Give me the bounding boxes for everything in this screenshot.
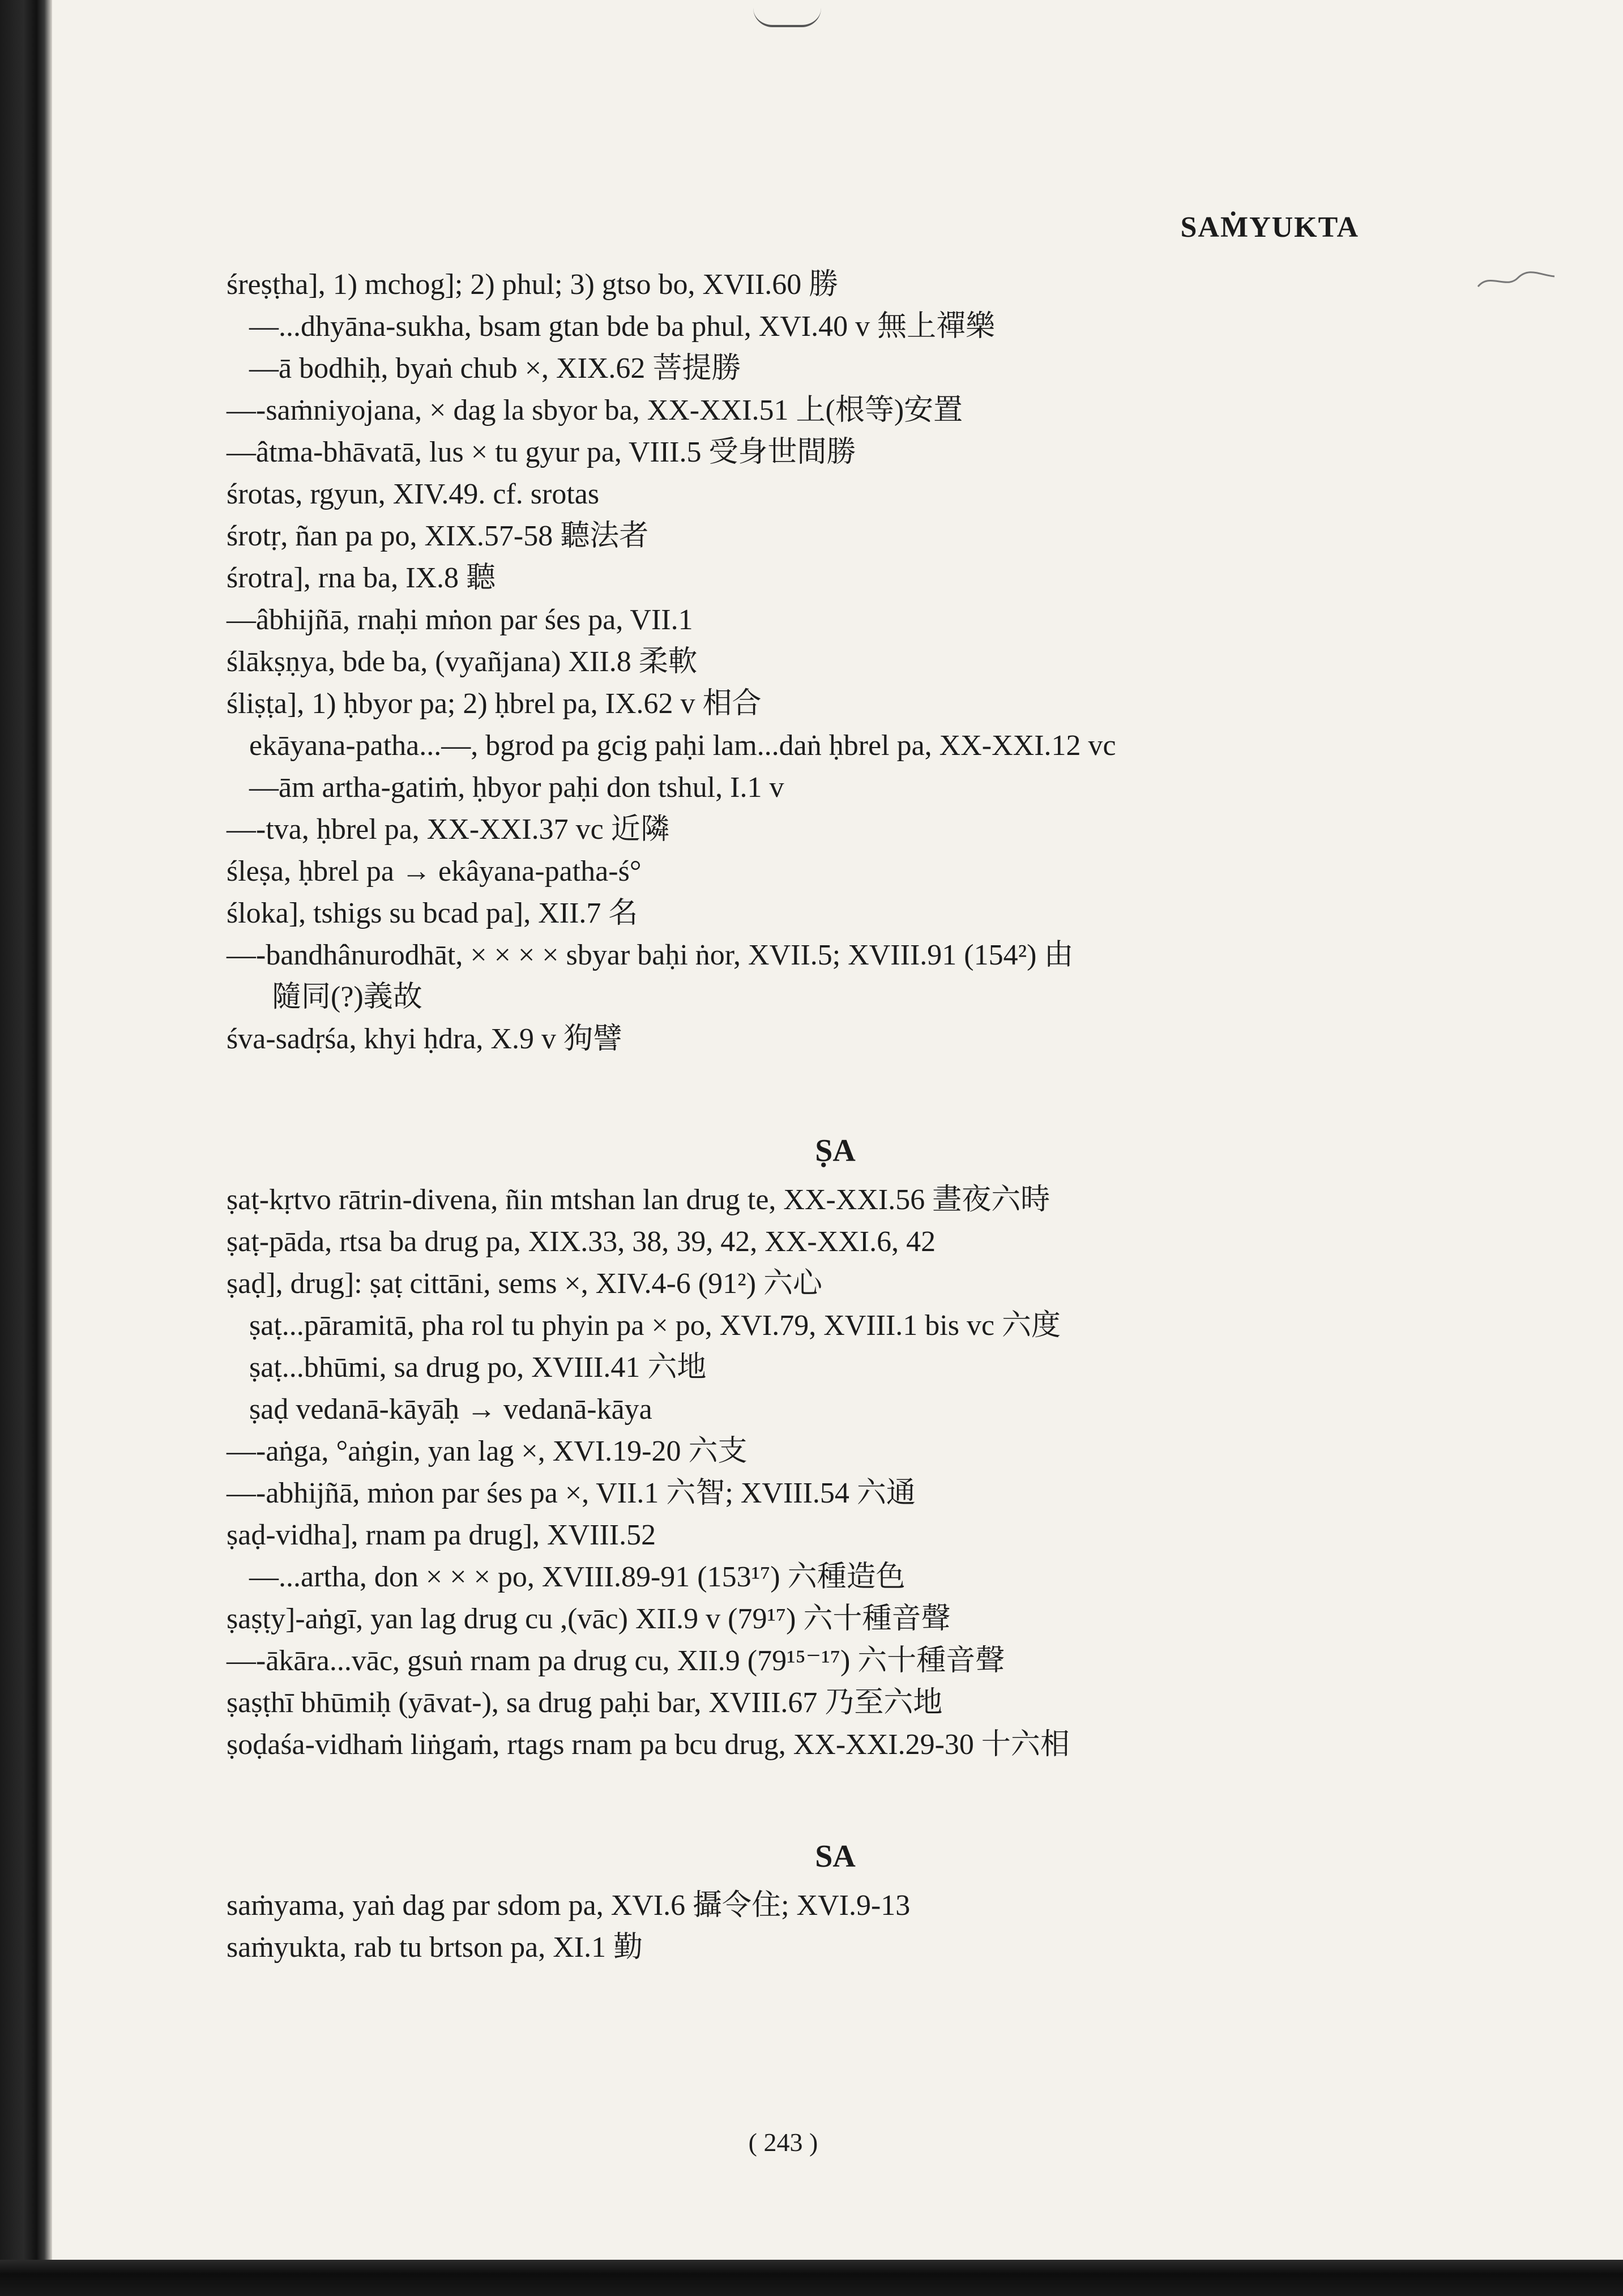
entry-line: —ām artha-gatiṁ, ḥbyor paḥi don tshul, I.1 v — [249, 771, 784, 804]
entry-line: —âbhijñā, rnaḥi mṅon par śes pa, VII.1 — [227, 604, 693, 636]
entry-line: —âtma-bhāvatā, lus × tu gyur pa, VIII.5 受身世間勝 — [227, 436, 856, 468]
entry-line: śliṣṭa], 1) ḥbyor pa; 2) ḥbrel pa, IX.62 v 相合 — [227, 688, 762, 720]
entry-line: śrotas, rgyun, XIV.49. cf. srotas — [227, 478, 600, 510]
section-sha — [227, 1179, 1444, 1766]
section-sra — [227, 264, 1444, 1060]
entry-line: śreṣṭha], 1) mchog]; 2) phul; 3) gtso bo, XVII.60 勝 — [227, 268, 839, 301]
section-gap — [227, 1060, 1444, 1123]
entry-line: śleṣa, ḥbrel pa → ekâyana-patha-ś° — [227, 855, 642, 887]
section-gap — [227, 1766, 1444, 1828]
scan-top-mark — [753, 8, 821, 27]
entry-line: 隨同(?)義故 — [272, 981, 422, 1013]
entry-line: ṣaṭ-kṛtvo rātrin-divena, ñin mtshan lan drug te, XX-XXI.56 晝夜六時 — [227, 1184, 1050, 1216]
running-header: SAṀYUKTA — [1180, 211, 1359, 244]
dictionary-entries — [227, 264, 1444, 1969]
entry-line: —ā bodhiḥ, byaṅ chub ×, XIX.62 菩提勝 — [249, 352, 741, 385]
entry-line: —-tva, ḥbrel pa, XX-XXI.37 vc 近隣 — [227, 813, 670, 846]
section-heading-sa: SA — [815, 1839, 856, 1874]
entry-line: —...dhyāna-sukha, bsam gtan bde ba phul, XVI.40 v 無上禪樂 — [249, 310, 996, 343]
entry-line: —-ākāra...vāc, gsuṅ rnam pa drug cu, XII.9 (79¹⁵⁻¹⁷) 六十種音聲 — [227, 1645, 1005, 1677]
entry-line: ṣaḍ], drug]: ṣaṭ cittāni, sems ×, XIV.4-6 (91²) 六心 — [227, 1268, 823, 1300]
margin-pencil-mark — [1472, 270, 1557, 292]
entry-line: ekāyana-patha...—, bgrod pa gcig paḥi lam...daṅ ḥbrel pa, XX-XXI.12 vc — [249, 729, 1116, 762]
entry-line: —...artha, don × × × po, XVIII.89-91 (153¹⁷) 六種造色 — [249, 1561, 906, 1593]
entry-line: ṣaṭ-pāda, rtsa ba drug pa, XIX.33, 38, 39, 42, XX-XXI.6, 42 — [227, 1226, 936, 1258]
entry-line: —-bandhânurodhāt, × × × × sbyar baḥi ṅor, XVII.5; XVIII.91 (154²) 由 — [227, 939, 1074, 971]
entry-line: ṣaḍ-vidha], rnam pa drug], XVIII.52 — [227, 1519, 656, 1551]
entry-line: śva-sadṛśa, khyi ḥdra, X.9 v 狗譬 — [227, 1023, 622, 1055]
scan-left-edge — [0, 0, 52, 2296]
entry-line: saṁyukta, rab tu brtson pa, XI.1 勤 — [227, 1931, 643, 1964]
entry-line: saṁyama, yaṅ dag par sdom pa, XVI.6 攝令住; XVI.9-13 — [227, 1889, 911, 1922]
entry-line: śrotra], rna ba, IX.8 聽 — [227, 562, 496, 594]
entry-line: ṣaḍ vedanā-kāyāḥ → vedanā-kāya — [249, 1393, 652, 1426]
scan-bottom-edge — [0, 2260, 1623, 2296]
entry-line: ṣaṭ...bhūmi, sa drug po, XVIII.41 六地 — [249, 1351, 707, 1384]
entry-line: śrotṛ, ñan pa po, XIX.57-58 聽法者 — [227, 520, 649, 552]
entry-line: ṣoḍaśa-vidhaṁ liṅgaṁ, rtags rnam pa bcu drug, XX-XXI.29-30 十六相 — [227, 1729, 1070, 1761]
entry-line: —-abhijñā, mṅon par śes pa ×, VII.1 六智; XVIII.54 六通 — [227, 1477, 916, 1509]
entry-line: —-saṁniyojana, × dag la sbyor ba, XX-XXI.51 上(根等)安置 — [227, 394, 963, 426]
entry-line: ṣaṣṭy]-aṅgī, yan lag drug cu ,(vāc) XII.9 v (79¹⁷) 六十種音聲 — [227, 1603, 951, 1635]
entry-line: —-aṅga, °aṅgin, yan lag ×, XVI.19-20 六支 — [227, 1435, 748, 1467]
section-sa — [227, 1885, 1444, 1969]
section-heading-sha: ṢA — [815, 1133, 856, 1168]
entry-line: ṣaṭ...pāramitā, pha rol tu phyin pa × po, XVI.79, XVIII.1 bis vc 六度 — [249, 1309, 1061, 1342]
entry-line: ṣaṣṭhī bhūmiḥ (yāvat-), sa drug paḥi bar, XVIII.67 乃至六地 — [227, 1687, 943, 1719]
page-number: ( 243 ) — [748, 2128, 818, 2157]
entry-line: śloka], tshigs su bcad pa], XII.7 名 — [227, 897, 638, 929]
entry-line: ślākṣṇya, bde ba, (vyañjana) XII.8 柔軟 — [227, 646, 698, 678]
